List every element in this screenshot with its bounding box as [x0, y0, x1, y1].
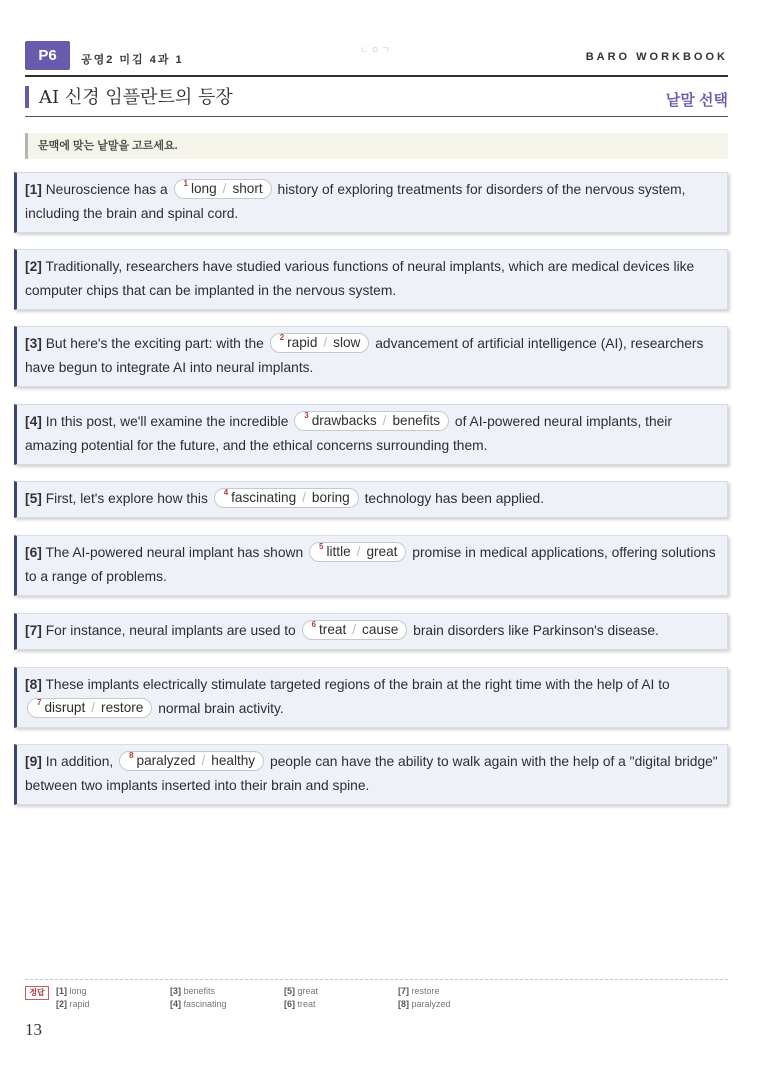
item-text-after: of AI-powered neural implants, their amazing potential for the future, and the ethical concerns surrounding them. [25, 414, 672, 453]
word-choice-1[interactable]: $^1$ long / short [174, 179, 272, 199]
choice-index: 5 [319, 542, 324, 552]
item-number: [3] [25, 336, 42, 351]
page-title: AI 신경 임플란트의 등장 [39, 87, 233, 108]
option-a[interactable]: paralyzed [136, 753, 196, 768]
choice-index: 3 [304, 411, 309, 421]
word-choice-5[interactable]: $^5$ little / great [309, 542, 406, 562]
faint-mark: ㄴㅇㄱ [360, 45, 393, 55]
item-number: [2] [25, 259, 42, 274]
item-number: [6] [25, 545, 42, 560]
item-text-after: history of exploring treatments for disorders of the nervous system, including the brain and spinal cord. [25, 182, 686, 221]
answer-entry: [8] paralyzed [398, 999, 451, 1009]
choice-index: 8 [129, 751, 134, 761]
exercise-item-2 [14, 249, 728, 310]
option-b[interactable]: slow [333, 335, 361, 350]
item-text-before: In this post, we'll examine the incredible [45, 414, 289, 429]
item-text-after: people can have the ability to walk again with the help of a "digital bridge" between two implants inserted into their brain and spine. [25, 754, 718, 793]
answer-entry: [2] rapid [56, 999, 90, 1009]
course-label: 공영2 미김 4과 1 [81, 54, 184, 66]
option-a[interactable]: fascinating [231, 490, 297, 505]
choice-index: 7 [37, 698, 42, 708]
item-text-after: promise in medical applications, offering solutions to a range of problems. [25, 545, 716, 584]
word-choice-4[interactable]: $^4$ fascinating / boring [214, 488, 359, 508]
answer-entry: [4] fascinating [170, 999, 227, 1009]
option-b[interactable]: benefits [392, 413, 441, 428]
exercise-item-7 [14, 613, 728, 650]
item-number: [9] [25, 754, 42, 769]
item-text-before: The AI-powered neural implant has shown [45, 545, 304, 560]
answer-key [25, 979, 728, 1009]
answer-column [56, 985, 90, 1011]
answer-entry: [6] treat [284, 999, 316, 1009]
item-text-before: These implants electrically stimulate targeted regions of the brain at the right time with the help of AI to [45, 677, 670, 692]
word-choice-6[interactable]: $^6$ treat / cause [302, 620, 408, 640]
answer-column [170, 985, 227, 1011]
item-text-after: brain disorders like Parkinson's disease. [413, 623, 659, 638]
item-text-before: But here's the exciting part: with the [45, 336, 264, 351]
item-text-before: Neuroscience has a [45, 182, 168, 197]
choice-index: 6 [311, 620, 317, 630]
exercise-item-6 [14, 535, 728, 596]
exercise-item-5 [14, 481, 728, 518]
exercise-item-4 [14, 404, 728, 465]
answer-column [284, 985, 318, 1011]
title-accent-bar [25, 86, 29, 108]
exercise-item-9 [14, 744, 728, 805]
item-number: [5] [25, 491, 42, 506]
option-b[interactable]: great [366, 544, 398, 559]
answer-entry: [1] long [56, 986, 87, 996]
choice-index: 2 [279, 333, 285, 343]
item-number: [8] [25, 677, 42, 692]
option-a[interactable]: drawbacks [311, 413, 377, 428]
option-a[interactable]: rapid [287, 335, 318, 350]
option-a[interactable]: little [326, 544, 351, 559]
option-b[interactable]: healthy [211, 753, 256, 768]
item-number: [1] [25, 182, 42, 197]
exercise-item-3 [14, 326, 728, 387]
option-b[interactable]: restore [101, 700, 144, 715]
item-number: [4] [25, 414, 42, 429]
word-choice-7[interactable]: $^7$ disrupt / restore [27, 698, 152, 718]
item-text-before: First, let's explore how this [45, 491, 208, 506]
item-text-before: In addition, [45, 754, 114, 769]
option-a[interactable]: long [190, 181, 217, 196]
title-row [25, 86, 728, 117]
item-number: [7] [25, 623, 42, 638]
page-number: 13 [25, 1020, 42, 1039]
item-text: Traditionally, researchers have studied various functions of neural implants, which are medical devices like computer chips that can be implanted in the nervous system. [25, 259, 695, 298]
exercise-item-1 [14, 172, 728, 233]
choice-index: 1 [183, 179, 188, 189]
choice-index: 4 [223, 488, 229, 498]
word-choice-3[interactable]: $^3$ drawbacks / benefits [294, 411, 449, 431]
item-text-after: advancement of artificial intelligence (AI), researchers have begun to integrate AI into neural implants. [25, 336, 704, 375]
answer-column [398, 985, 451, 1011]
exercise-item-8 [14, 667, 728, 728]
answer-tag: 정답 [25, 986, 49, 1000]
instruction-box: 문맥에 맞는 낱말을 고르세요. [25, 133, 728, 159]
option-b[interactable]: boring [311, 490, 350, 505]
option-a[interactable]: treat [319, 622, 347, 637]
option-b[interactable]: cause [362, 622, 399, 637]
brand-label: BARO WORKBOOK [585, 51, 728, 63]
answer-entry: [5] great [284, 986, 319, 996]
answer-entry: [7] restore [398, 986, 440, 996]
item-text-after: technology has been applied. [364, 491, 545, 506]
word-choice-2[interactable]: $^2$ rapid / slow [270, 333, 370, 353]
option-b[interactable]: short [232, 181, 263, 196]
option-a[interactable]: disrupt [44, 700, 86, 715]
item-text-after: normal brain activity. [158, 701, 284, 716]
item-text-before: For instance, neural implants are used to [45, 623, 296, 638]
exercise-mode-label: 낱말 선택 [665, 92, 728, 109]
answer-entry: [3] benefits [170, 986, 216, 996]
word-choice-8[interactable]: $^8$ paralyzed / healthy [119, 751, 264, 771]
page-badge: P6 [25, 41, 70, 70]
